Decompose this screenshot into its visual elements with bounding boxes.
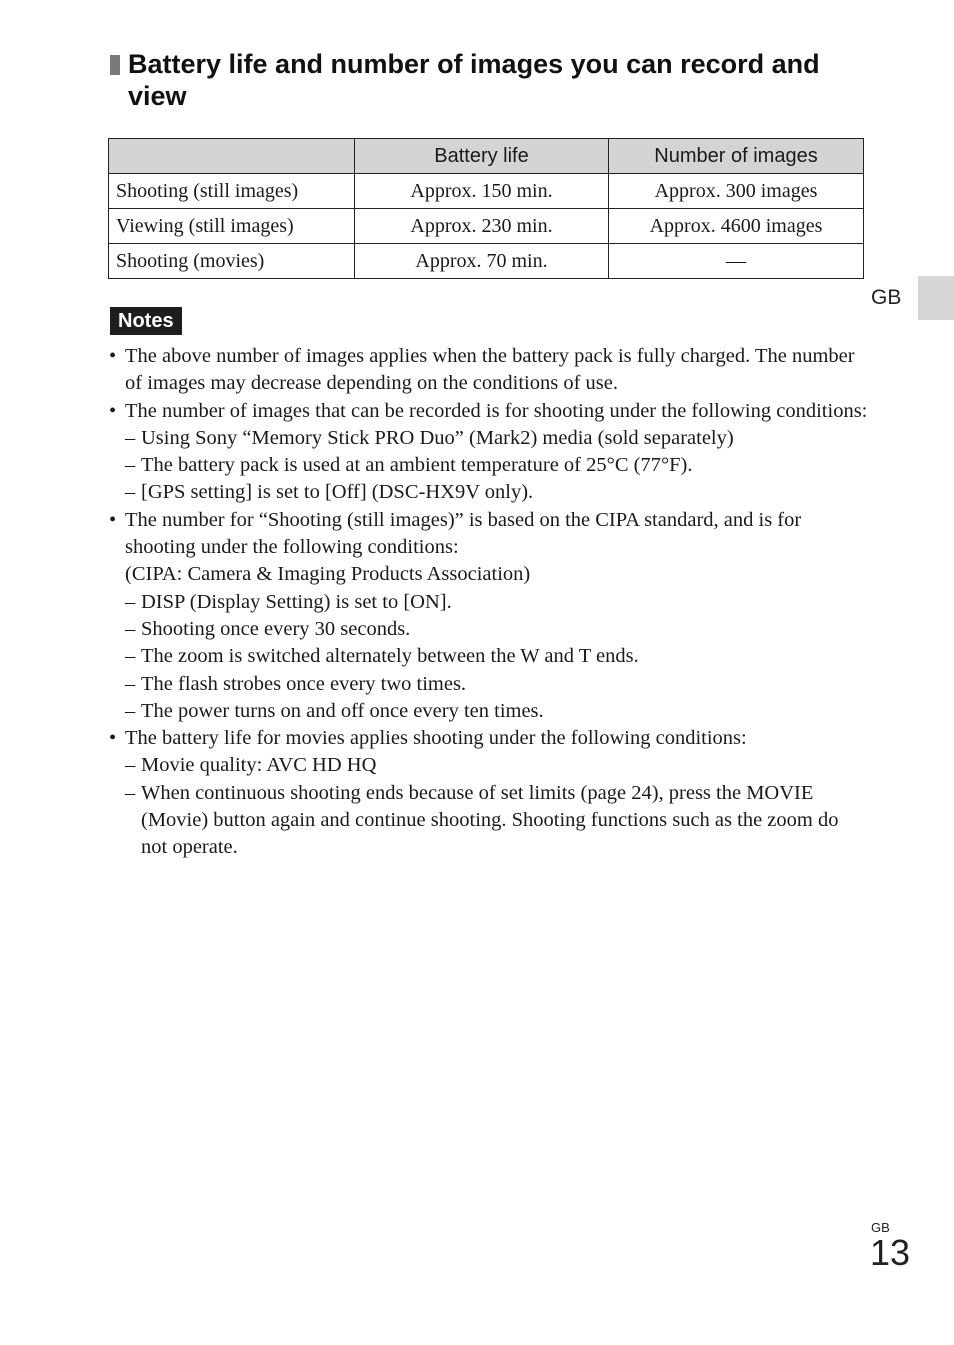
table-row [109, 244, 864, 279]
note-item [108, 343, 868, 398]
dash-icon: – [125, 645, 136, 668]
notes-label: Notes [110, 307, 182, 335]
dash-icon: – [125, 454, 136, 477]
note-text: The number for “Shooting (still images)” is based on the CIPA standard, and is for shooting under the following conditions: [125, 508, 802, 559]
note-subitem: – Movie quality: AVC HD HQ [125, 752, 868, 779]
note-text: The battery life for movies applies shooting under the following conditions: [125, 727, 747, 750]
note-subitem: – Shooting once every 30 seconds. [125, 616, 868, 643]
battery-table [108, 138, 864, 279]
note-subitem: – The flash strobes once every two times. [125, 671, 868, 698]
table-cell: Approx. 300 images [609, 174, 864, 209]
table-row-label: Shooting (still images) [109, 174, 355, 209]
note-subitem: – When continuous shooting ends because of set limits (page 24), press the MOVIE (Movie) button again and continue shooting. Shooting functions such as the zoom do not operate. [125, 781, 839, 859]
note-item [108, 507, 868, 725]
table-row-label: Shooting (movies) [109, 244, 355, 279]
table-cell: Approx. 150 min. [355, 174, 609, 209]
note-subitem: – The zoom is switched alternately between the W and T ends. [125, 643, 868, 670]
heading-marker-icon [110, 55, 120, 75]
table-header-cell: Battery life [355, 139, 609, 174]
table-cell: Approx. 70 min. [355, 244, 609, 279]
note-text: The number of images that can be recorded is for shooting under the following conditions: [125, 399, 868, 422]
table-header-cell: Number of images [609, 139, 864, 174]
note-text: The above number of images applies when the battery pack is fully charged. The number of images may decrease depending on the conditions of use. [125, 345, 855, 395]
table-row-label: Viewing (still images) [109, 209, 355, 244]
note-subitem: – The battery pack is used at an ambient temperature of 25°C (77°F). [125, 452, 868, 479]
dash-icon: – [125, 754, 136, 777]
dash-icon: – [125, 781, 136, 804]
table-row [109, 174, 864, 209]
dash-icon: – [125, 699, 136, 722]
side-thumb-tab [918, 276, 954, 320]
dash-icon: – [125, 590, 136, 613]
note-subitem: – The power turns on and off once every ten times. [125, 698, 868, 725]
bullet-icon: • [109, 727, 117, 750]
page-number: 13 [870, 1232, 911, 1273]
dash-icon: – [125, 617, 136, 640]
dash-icon: – [125, 672, 136, 695]
dash-icon: – [125, 481, 136, 504]
bullet-icon: • [109, 345, 117, 367]
bullet-icon: • [109, 399, 117, 422]
dash-icon: – [125, 426, 136, 449]
side-language-label: GB [871, 286, 902, 309]
note-item [108, 398, 868, 507]
table-cell: Approx. 230 min. [355, 209, 609, 244]
notes-list [108, 343, 868, 862]
note-item [108, 725, 868, 861]
note-subitem: – [GPS setting] is set to [Off] (DSC-HX9V only). [125, 479, 868, 506]
bullet-icon: • [109, 508, 117, 531]
page-language-label: GB [871, 1220, 890, 1235]
table-cell: — [609, 244, 864, 279]
note-subitem: – Using Sony “Memory Stick PRO Duo” (Mark2) media (sold separately) [125, 425, 868, 452]
table-cell: Approx. 4600 images [609, 209, 864, 244]
section-heading [108, 48, 868, 112]
table-row [109, 209, 864, 244]
note-subitem: – DISP (Display Setting) is set to [ON]. [125, 589, 868, 616]
note-extra: (CIPA: Camera & Imaging Products Association) [125, 563, 531, 586]
table-header-cell [109, 139, 355, 174]
heading-text: Battery life and number of images you can record and view [128, 49, 820, 111]
table-header-row [109, 139, 864, 174]
